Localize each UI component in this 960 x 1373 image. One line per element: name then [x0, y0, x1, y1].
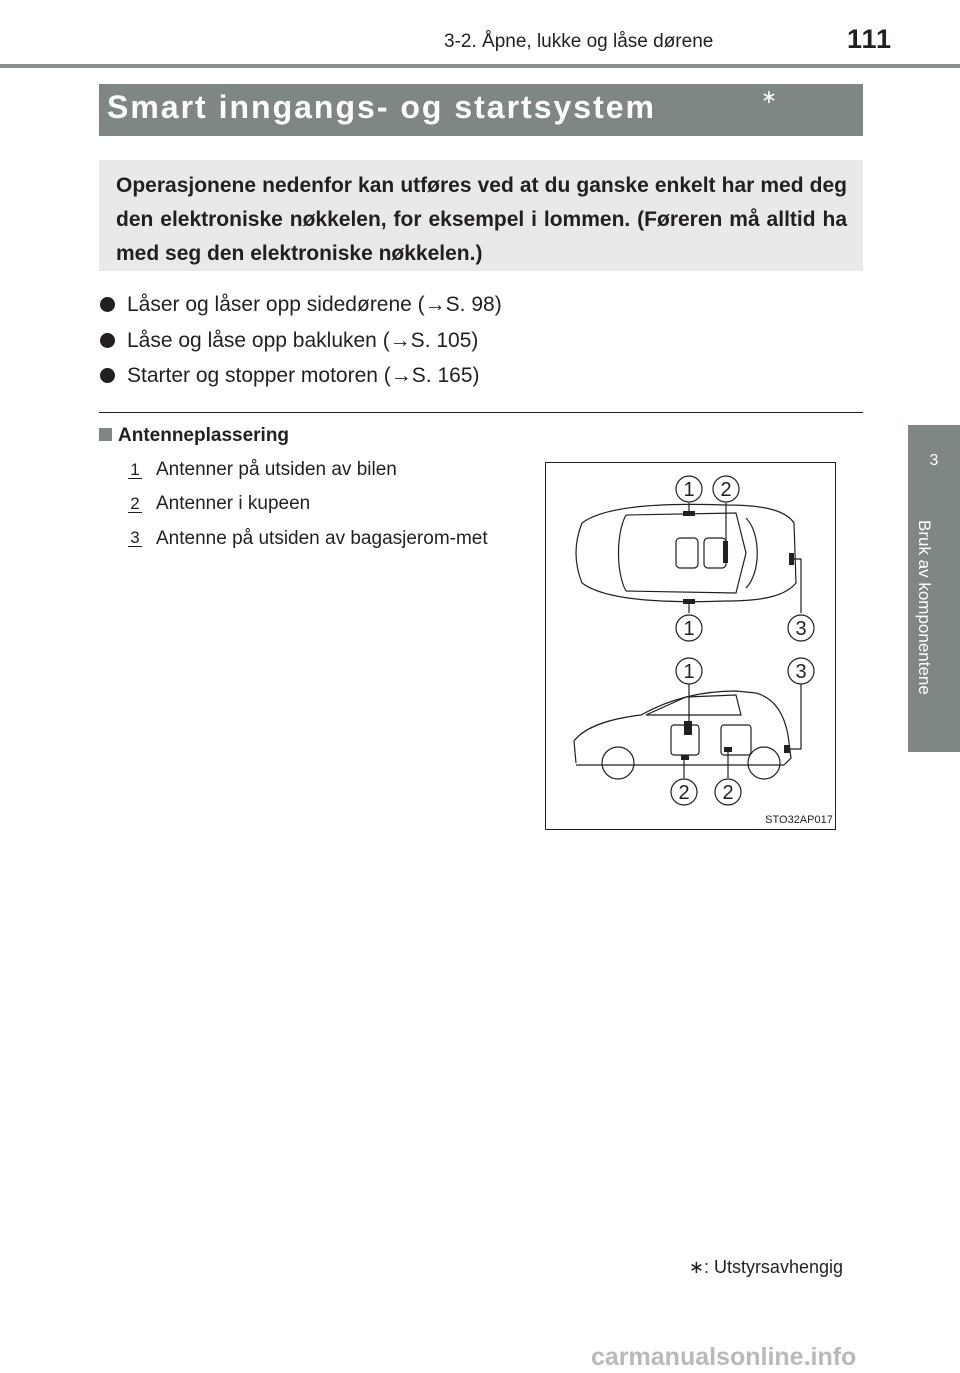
list-item	[128, 527, 516, 551]
bullet-dot-icon	[100, 368, 115, 383]
callout-label: 1	[683, 618, 695, 640]
antenna-marker	[684, 721, 692, 735]
bullet-dot-icon	[100, 297, 115, 312]
rear-window-top	[746, 518, 757, 588]
bullet-item	[100, 329, 478, 353]
bullet-dot-icon	[100, 333, 115, 348]
antenna-marker	[789, 553, 794, 565]
front-wheel	[602, 747, 634, 779]
page-title: Smart inngangs- og startsystem	[107, 89, 656, 125]
callout-label: 2	[678, 782, 690, 804]
front-seat-right	[704, 538, 726, 568]
bullet-text: Låser og låser opp sidedørene (→S. 98)	[127, 293, 502, 316]
callout-label: 1	[683, 661, 695, 683]
figure-code: STO32AP017	[765, 814, 833, 826]
car-side-view-outline	[574, 691, 791, 765]
windshield-top	[619, 515, 627, 591]
callout-label: 1	[683, 479, 695, 501]
section-divider	[99, 412, 863, 413]
intro-box	[99, 160, 863, 271]
item-text: Antenner i kupeen	[156, 493, 311, 514]
page-number: 111	[847, 24, 893, 54]
watermark: carmanualsonline.info	[591, 1343, 857, 1371]
page-title-bar	[99, 84, 863, 136]
equipment-marker: ∗	[761, 87, 777, 108]
callout-label: 2	[720, 479, 732, 501]
footnote-text: : Utstyrsavhengig	[703, 1257, 843, 1277]
list-item	[128, 459, 397, 481]
chapter-title: Bruk av komponentene	[915, 520, 934, 695]
section-heading-text: Antenneplassering	[118, 425, 290, 446]
antenna-marker	[723, 541, 728, 563]
footnote	[689, 1257, 843, 1278]
car-top-view-outline	[576, 504, 796, 601]
item-text: Antenne på utsiden av bagasjerom-met	[156, 528, 488, 549]
callout-label: 3	[795, 661, 807, 683]
callout-label: 3	[795, 618, 807, 640]
antenna-figure	[545, 462, 836, 830]
footnote-marker: ∗	[688, 1257, 704, 1277]
antenna-marker	[784, 745, 790, 753]
bullet-text: Starter og stopper motoren (→S. 165)	[127, 364, 480, 387]
item-text: Antenner på utsiden av bilen	[156, 459, 397, 480]
intro-text: Operasjonene nedenfor kan utføres ved at du ganske enkelt har med deg den elektroniske nøkkelen, for eksempel i lommen. (Føreren må alltid ha med seg den elektroniske nøkkelen.)	[116, 174, 847, 265]
callout-label: 2	[722, 782, 734, 804]
item-number: 1	[128, 461, 142, 479]
bullet-item	[100, 293, 502, 317]
bullet-item	[100, 364, 480, 388]
section-heading	[99, 425, 289, 447]
car-antenna-diagram	[546, 463, 835, 829]
item-number: 2	[128, 495, 142, 513]
front-seat-left	[676, 538, 698, 568]
list-item	[128, 493, 310, 515]
bullet-text: Låse og låse opp bakluken (→S. 105)	[127, 329, 479, 352]
header-divider	[0, 64, 960, 68]
chapter-side-tab	[908, 425, 960, 752]
header-section-title: 3-2. Åpne, lukke og låse dørene	[444, 31, 714, 52]
rear-wheel	[748, 747, 780, 779]
item-number: 3	[128, 529, 142, 547]
antenna-marker	[681, 755, 689, 760]
chapter-number: 3	[929, 452, 939, 469]
heading-square-icon	[99, 428, 112, 441]
